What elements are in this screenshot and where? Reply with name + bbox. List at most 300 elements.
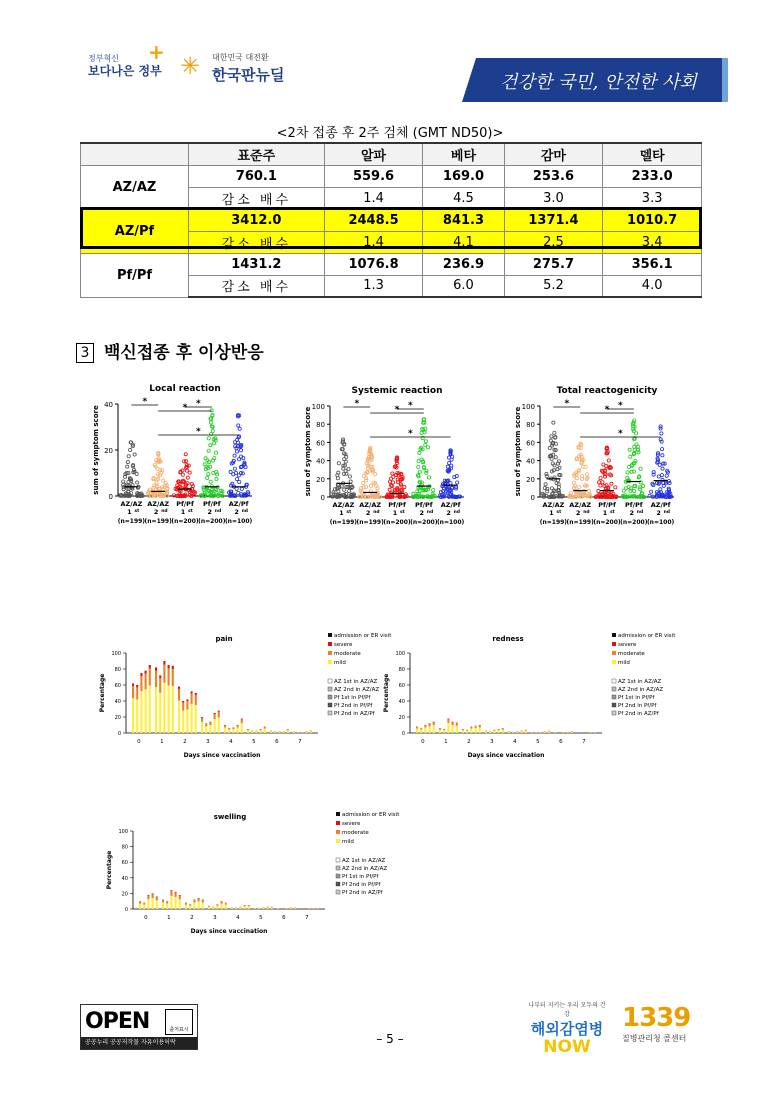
data-point [122, 494, 125, 497]
data-point [344, 460, 347, 463]
data-point [447, 486, 450, 489]
data-point [551, 441, 554, 444]
data-point [551, 492, 554, 495]
bar-mild [260, 730, 262, 733]
data-point [188, 491, 191, 494]
n-label: (n=200) [410, 519, 438, 526]
data-point [570, 495, 573, 498]
x-tick-label: Pf/Pf [625, 501, 643, 509]
data-point [574, 489, 577, 492]
data-point [235, 450, 238, 453]
data-point [561, 494, 564, 497]
data-point [349, 483, 352, 486]
data-point [172, 494, 175, 497]
data-point [554, 436, 557, 439]
bar-mild [162, 902, 164, 909]
data-point [342, 464, 345, 467]
data-point [553, 436, 556, 439]
data-point [662, 462, 665, 465]
data-point [203, 492, 206, 495]
data-point [131, 443, 134, 446]
bar-moderate [264, 727, 266, 729]
data-point [398, 495, 401, 498]
data-point [431, 492, 434, 495]
data-point [549, 495, 552, 498]
data-point [364, 485, 367, 488]
data-point [633, 419, 636, 422]
x-tick-label: 4 [236, 915, 240, 921]
gmt-table [80, 142, 702, 298]
bar-mild [218, 717, 220, 733]
bar-severe [155, 667, 157, 670]
data-point [341, 447, 344, 450]
data-point [417, 492, 420, 495]
legend-swatch [612, 660, 616, 664]
data-point [659, 438, 662, 441]
data-point [666, 469, 669, 472]
data-point [446, 479, 449, 482]
data-point [626, 480, 629, 483]
data-point [176, 486, 179, 489]
data-point [348, 485, 351, 488]
bar-mild [485, 731, 487, 733]
bar-mild [456, 726, 458, 733]
x-tick-label: Pf/Pf [415, 501, 433, 509]
data-point [660, 493, 663, 496]
data-point [605, 495, 608, 498]
data-point [127, 471, 130, 474]
y-tick-label: 40 [316, 457, 325, 466]
data-point [376, 487, 379, 490]
data-point [369, 465, 372, 468]
data-point [423, 431, 426, 434]
data-point [657, 475, 660, 478]
bar-mild [313, 908, 315, 909]
bar-moderate [198, 899, 200, 902]
legend-label: Pf 1st in Pf/Pf [342, 874, 379, 880]
x-tick-label: 5 [536, 739, 540, 745]
data-point [422, 488, 425, 491]
x-tick-ordinal: 2 [446, 509, 451, 517]
x-tick-sup: st [400, 510, 405, 515]
bar-mild [156, 900, 158, 909]
data-point [232, 473, 235, 476]
data-point [550, 444, 553, 447]
x-tick-label: AZ/Pf [440, 501, 461, 509]
data-point [614, 486, 617, 489]
data-point [423, 489, 426, 492]
data-point [602, 463, 605, 466]
bar-severe [191, 691, 193, 693]
bar-moderate [270, 731, 272, 732]
bar-mild [475, 728, 477, 733]
data-point [245, 485, 248, 488]
data-point [443, 495, 446, 498]
data-point [633, 489, 636, 492]
data-point [636, 448, 639, 451]
data-point [560, 495, 563, 498]
bar-moderate [221, 902, 223, 904]
table-cell: 3.3 [603, 187, 702, 209]
bar-mild [147, 899, 149, 909]
significance-star: * [354, 399, 360, 409]
data-point [418, 485, 421, 488]
data-point [415, 494, 418, 497]
data-point [389, 495, 392, 498]
x-tick-label: 7 [305, 915, 309, 921]
data-point [585, 494, 588, 497]
r2-caption: 질병관리청 콜센터 [622, 1034, 687, 1043]
bar-moderate [493, 730, 495, 731]
data-point [657, 492, 660, 495]
data-point [635, 443, 638, 446]
data-point [404, 495, 407, 498]
section-number: 3 [76, 343, 94, 363]
table-cell: 3.0 [504, 187, 603, 209]
legend-swatch [328, 703, 332, 707]
y-tick-label: 60 [121, 860, 128, 867]
data-point [177, 480, 180, 483]
bar-mild [297, 732, 299, 733]
x-tick-label: 3 [490, 739, 494, 745]
data-point [178, 489, 181, 492]
data-point [629, 489, 632, 492]
bar-mild [159, 693, 161, 733]
table-cell: 1431.2 [189, 253, 325, 275]
data-point [369, 451, 372, 454]
r1-main: 해외감염병 [530, 1020, 604, 1038]
data-point [421, 436, 424, 439]
data-point [209, 465, 212, 468]
chart-title: redness [492, 635, 524, 643]
data-point [336, 474, 339, 477]
data-point [412, 495, 415, 498]
data-point [178, 481, 181, 484]
x-tick-label: AZ/AZ [542, 501, 565, 509]
data-point [188, 471, 191, 474]
data-point [447, 470, 450, 473]
data-point [365, 495, 368, 498]
data-point [183, 494, 186, 497]
data-point [420, 446, 423, 449]
bar-moderate [189, 905, 191, 906]
data-point [632, 452, 635, 455]
data-point [622, 495, 625, 498]
data-point [127, 493, 130, 496]
data-point [668, 495, 671, 498]
n-label: (n=100) [646, 519, 675, 526]
data-point [426, 446, 429, 449]
data-point [211, 414, 214, 417]
data-point [575, 457, 578, 460]
data-point [350, 493, 353, 496]
bar-mild [175, 897, 177, 909]
data-point [239, 455, 242, 458]
data-point [627, 465, 630, 468]
x-tick-ordinal: 2 [365, 509, 371, 517]
bar-moderate [139, 902, 141, 904]
data-point [190, 488, 193, 491]
bar-severe [214, 713, 216, 714]
bar-moderate [202, 900, 204, 902]
data-point [454, 495, 457, 498]
data-point [343, 493, 346, 496]
data-point [233, 454, 236, 457]
table-cell: 1010.7 [603, 209, 702, 231]
data-point [557, 489, 560, 492]
legend-label: mild [618, 660, 630, 666]
data-point [605, 452, 608, 455]
data-point [608, 494, 611, 497]
data-point [386, 493, 389, 496]
data-point [598, 495, 601, 498]
data-point [338, 494, 341, 497]
data-point [431, 495, 434, 498]
legend-swatch [612, 703, 616, 707]
data-point [631, 463, 634, 466]
x-tick-sup: nd [636, 510, 644, 515]
table-cell: 1.3 [324, 275, 423, 297]
data-point [400, 478, 403, 481]
data-point [634, 432, 637, 435]
data-point [606, 452, 609, 455]
data-point [239, 449, 242, 452]
data-point [188, 493, 191, 496]
bar-mild [264, 729, 266, 733]
data-point [374, 494, 377, 497]
data-point [426, 488, 429, 491]
bar-moderate [143, 903, 145, 905]
data-point [371, 465, 374, 468]
data-point [583, 493, 586, 496]
bar-mild [594, 732, 596, 733]
data-point [575, 457, 578, 460]
data-point [661, 495, 664, 498]
data-point [162, 493, 165, 496]
x-tick-ordinal: 1 [180, 508, 186, 516]
data-point [597, 481, 600, 484]
y-axis-label: Percentage [383, 673, 390, 713]
bar-moderate [225, 903, 227, 905]
data-point [601, 495, 604, 498]
data-point [210, 494, 213, 497]
data-point [542, 495, 545, 498]
data-point [186, 482, 189, 485]
bar-mild [149, 685, 151, 733]
data-point [610, 495, 613, 498]
data-point [132, 471, 135, 474]
bar-mild [186, 709, 188, 733]
data-point [583, 494, 586, 497]
data-point [451, 495, 454, 498]
bar-mild [182, 711, 184, 733]
legend-label: Pf 2nd in AZ/Pf [342, 890, 383, 896]
col-header: 알파 [324, 143, 423, 165]
data-point [417, 460, 420, 463]
data-point [350, 495, 353, 498]
data-point [574, 495, 577, 498]
data-point [154, 494, 157, 497]
y-tick-label: 40 [398, 699, 405, 705]
bar-moderate [166, 902, 168, 904]
data-point [651, 482, 654, 485]
chart-title: swelling [213, 813, 247, 821]
table-cell: 1.4 [324, 231, 423, 253]
data-point [239, 471, 242, 474]
data-point [656, 458, 659, 461]
data-point [626, 471, 629, 474]
data-point [213, 457, 216, 460]
data-point [598, 493, 601, 496]
data-point [123, 475, 126, 478]
data-point [614, 495, 617, 498]
data-point [575, 494, 578, 497]
data-point [552, 478, 555, 481]
data-point [332, 491, 335, 494]
data-point [445, 485, 448, 488]
data-point [633, 452, 636, 455]
data-point [395, 459, 398, 462]
data-point [626, 476, 629, 479]
data-point [638, 495, 641, 498]
data-point [234, 445, 237, 448]
data-point [153, 492, 156, 495]
data-point [606, 487, 609, 490]
logo2-main-text: 한국판뉴딜 [212, 66, 285, 84]
data-point [558, 466, 561, 469]
chart-title: Local reaction [149, 384, 221, 394]
data-point [447, 479, 450, 482]
data-point [122, 480, 125, 483]
data-point [422, 461, 425, 464]
data-point [157, 473, 160, 476]
data-point [448, 493, 451, 496]
data-point [608, 466, 611, 469]
bar-mild [317, 908, 319, 909]
data-point [557, 489, 560, 492]
data-point [390, 484, 393, 487]
data-point [661, 493, 664, 496]
data-point [610, 474, 613, 477]
data-point [570, 495, 573, 498]
bar-mild [562, 732, 564, 733]
data-point [548, 446, 551, 449]
bar-mild [209, 725, 211, 733]
data-point [210, 432, 213, 435]
significance-star: * [564, 399, 570, 409]
data-point [207, 437, 210, 440]
data-point [203, 494, 206, 497]
data-point [601, 470, 604, 473]
data-point [605, 487, 608, 490]
y-tick-label: 20 [316, 475, 325, 484]
data-point [231, 494, 234, 497]
data-point [446, 488, 449, 491]
data-point [422, 495, 425, 498]
n-label: (n=200) [383, 519, 411, 526]
data-point [639, 495, 642, 498]
data-point [668, 481, 671, 484]
data-point [588, 495, 591, 498]
data-point [544, 483, 547, 486]
data-point [417, 494, 420, 497]
data-point [147, 490, 150, 493]
significance-star: * [408, 429, 413, 439]
data-point [551, 462, 554, 465]
legend-swatch [328, 687, 332, 691]
data-point [359, 495, 362, 498]
data-point [550, 495, 553, 498]
data-point [233, 467, 236, 470]
data-point [578, 495, 581, 498]
bar-moderate [470, 727, 472, 729]
data-point [605, 495, 608, 498]
data-point [237, 436, 240, 439]
data-point [661, 478, 664, 481]
legend-label: Pf 2nd in Pf/Pf [334, 703, 373, 709]
data-point [155, 491, 158, 494]
data-point [549, 439, 552, 442]
data-point [605, 447, 608, 450]
data-point [137, 493, 140, 496]
data-point [545, 494, 548, 497]
data-point [199, 494, 202, 497]
x-tick-ordinal: 1 [127, 508, 132, 516]
data-point [179, 494, 182, 497]
data-point [627, 485, 630, 488]
data-point [347, 495, 350, 498]
data-point [418, 481, 421, 484]
data-point [155, 481, 158, 484]
data-point [244, 466, 247, 469]
data-point [179, 494, 182, 497]
data-point [389, 492, 392, 495]
data-point [546, 490, 549, 493]
data-point [581, 465, 584, 468]
y-tick-label: 40 [121, 875, 128, 882]
data-point [669, 492, 672, 495]
data-point [344, 492, 347, 495]
bar-mild [185, 905, 187, 909]
data-point [396, 488, 399, 491]
data-point [203, 486, 206, 489]
data-point [129, 478, 132, 481]
data-point [366, 458, 369, 461]
x-tick-sup: nd [583, 510, 590, 515]
data-point [339, 494, 342, 497]
bar-moderate [239, 907, 241, 908]
legend-label: severe [342, 821, 361, 827]
bar-mild [163, 683, 165, 733]
x-tick-label: 0 [137, 739, 141, 745]
data-point [629, 495, 632, 498]
data-point [155, 484, 158, 487]
bar-severe [201, 717, 203, 718]
bar-mild [168, 685, 170, 733]
data-point [162, 479, 165, 482]
x-tick-sup: nd [426, 510, 434, 515]
data-point [375, 484, 378, 487]
data-point [371, 494, 374, 497]
data-point [153, 463, 156, 466]
data-point [209, 421, 212, 424]
data-point [634, 460, 637, 463]
data-point [203, 494, 206, 497]
data-point [368, 495, 371, 498]
bar-moderate [251, 731, 253, 732]
data-point [426, 495, 429, 498]
bar-mild [416, 729, 418, 733]
